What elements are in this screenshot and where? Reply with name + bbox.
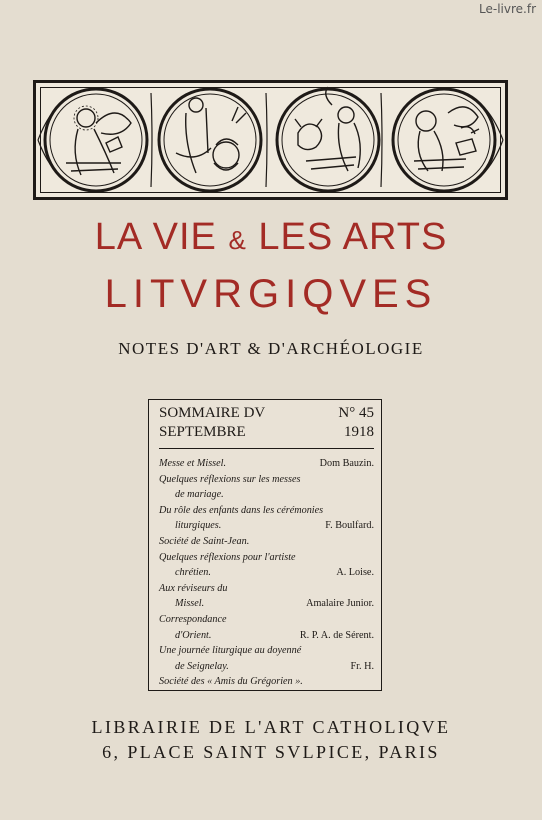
title-ampersand: & bbox=[228, 225, 247, 255]
toc-entry-line bbox=[159, 612, 374, 628]
toc-entry-title: d'Orient. bbox=[175, 629, 212, 641]
toc-divider bbox=[159, 448, 374, 449]
toc-header-row2 bbox=[159, 423, 374, 442]
title-word-les-arts: LES ARTS bbox=[258, 216, 448, 258]
toc-entry bbox=[159, 503, 374, 534]
toc-entry bbox=[159, 612, 374, 643]
subtitle: NOTES D'ART & D'ARCHÉOLOGIE bbox=[118, 339, 424, 358]
issue-year: 1918 bbox=[344, 424, 374, 440]
toc-entry-author: A. Loise. bbox=[336, 567, 374, 579]
toc-entry-title: chrétien. bbox=[175, 567, 211, 579]
medallion-3 bbox=[277, 87, 379, 191]
toc-entry-title: Société de Saint-Jean. bbox=[159, 535, 250, 547]
toc-entry-line bbox=[159, 596, 374, 612]
issue-number: N° 45 bbox=[338, 405, 374, 421]
toc-entry-title: Aux réviseurs du bbox=[159, 582, 228, 594]
toc-entry-line bbox=[159, 518, 374, 534]
toc-entry-title: Société des « Amis du Grégorien ». bbox=[159, 676, 303, 688]
toc-entry-title: liturgiques. bbox=[175, 520, 222, 532]
toc-entries bbox=[159, 456, 374, 690]
toc-entry-author: Dom Bauzin. bbox=[319, 458, 374, 469]
toc-header-row1 bbox=[159, 404, 374, 423]
toc-entry-title: de mariage. bbox=[175, 489, 224, 501]
title-word-la-vie: LA VIE bbox=[94, 216, 217, 258]
toc-entry bbox=[159, 534, 374, 550]
toc-entry bbox=[159, 581, 374, 612]
toc-entry-line bbox=[159, 674, 374, 690]
frieze-art bbox=[36, 83, 505, 197]
toc-entry-title: Du rôle des enfants dans les cérémonies bbox=[159, 504, 324, 516]
toc-entry bbox=[159, 550, 374, 581]
medallion-2 bbox=[159, 89, 261, 191]
table-of-contents bbox=[148, 399, 382, 691]
toc-entry bbox=[159, 456, 374, 472]
toc-entry-title: Une journée liturgique au doyenné bbox=[159, 645, 302, 657]
toc-entry-line bbox=[159, 565, 374, 581]
toc-entry-line bbox=[159, 581, 374, 597]
toc-entry-title: de Seignelay. bbox=[175, 660, 229, 672]
toc-entry-author: F. Boulfard. bbox=[325, 520, 374, 532]
toc-entry-title: Quelques réflexions sur les messes bbox=[159, 473, 301, 485]
toc-entry-title: Quelques réflexions pour l'artiste bbox=[159, 551, 296, 563]
toc-entry-line bbox=[159, 534, 374, 550]
toc-entry-title: Messe et Missel. bbox=[159, 458, 227, 469]
toc-entry-title: Missel. bbox=[175, 598, 205, 610]
toc-entry-title: Correspondance bbox=[159, 613, 227, 625]
page-title-line2: LITVRGIQVES bbox=[104, 272, 438, 316]
toc-label: SOMMAIRE DV bbox=[159, 405, 266, 421]
issue-month: SEPTEMBRE bbox=[159, 424, 246, 440]
toc-entry-author: Fr. H. bbox=[350, 660, 374, 672]
toc-entry-line bbox=[159, 550, 374, 566]
watermark: Le-livre.fr bbox=[479, 2, 536, 16]
toc-entry bbox=[159, 643, 374, 674]
publisher-name: LIBRAIRIE DE L'ART CATHOLIQVE bbox=[91, 717, 451, 737]
toc-entry-line bbox=[159, 628, 374, 644]
toc-entry-line bbox=[159, 643, 374, 659]
toc-entry-line bbox=[159, 456, 374, 472]
toc-entry bbox=[159, 674, 374, 690]
toc-entry-author: R. P. A. de Sérent. bbox=[299, 629, 374, 641]
toc-entry-line bbox=[159, 487, 374, 503]
publisher-address: 6, PLACE SAINT SVLPICE, PARIS bbox=[102, 742, 440, 762]
toc-entry-line bbox=[159, 659, 374, 675]
toc-entry-line bbox=[159, 472, 374, 488]
medallion-1 bbox=[45, 89, 147, 191]
toc-entry bbox=[159, 472, 374, 503]
page-title-line1 bbox=[0, 216, 542, 259]
toc-entry-line bbox=[159, 503, 374, 519]
medallion-4 bbox=[393, 89, 495, 191]
toc-entry-author: Amalaire Junior. bbox=[306, 598, 374, 610]
illustrated-frieze bbox=[33, 80, 508, 200]
